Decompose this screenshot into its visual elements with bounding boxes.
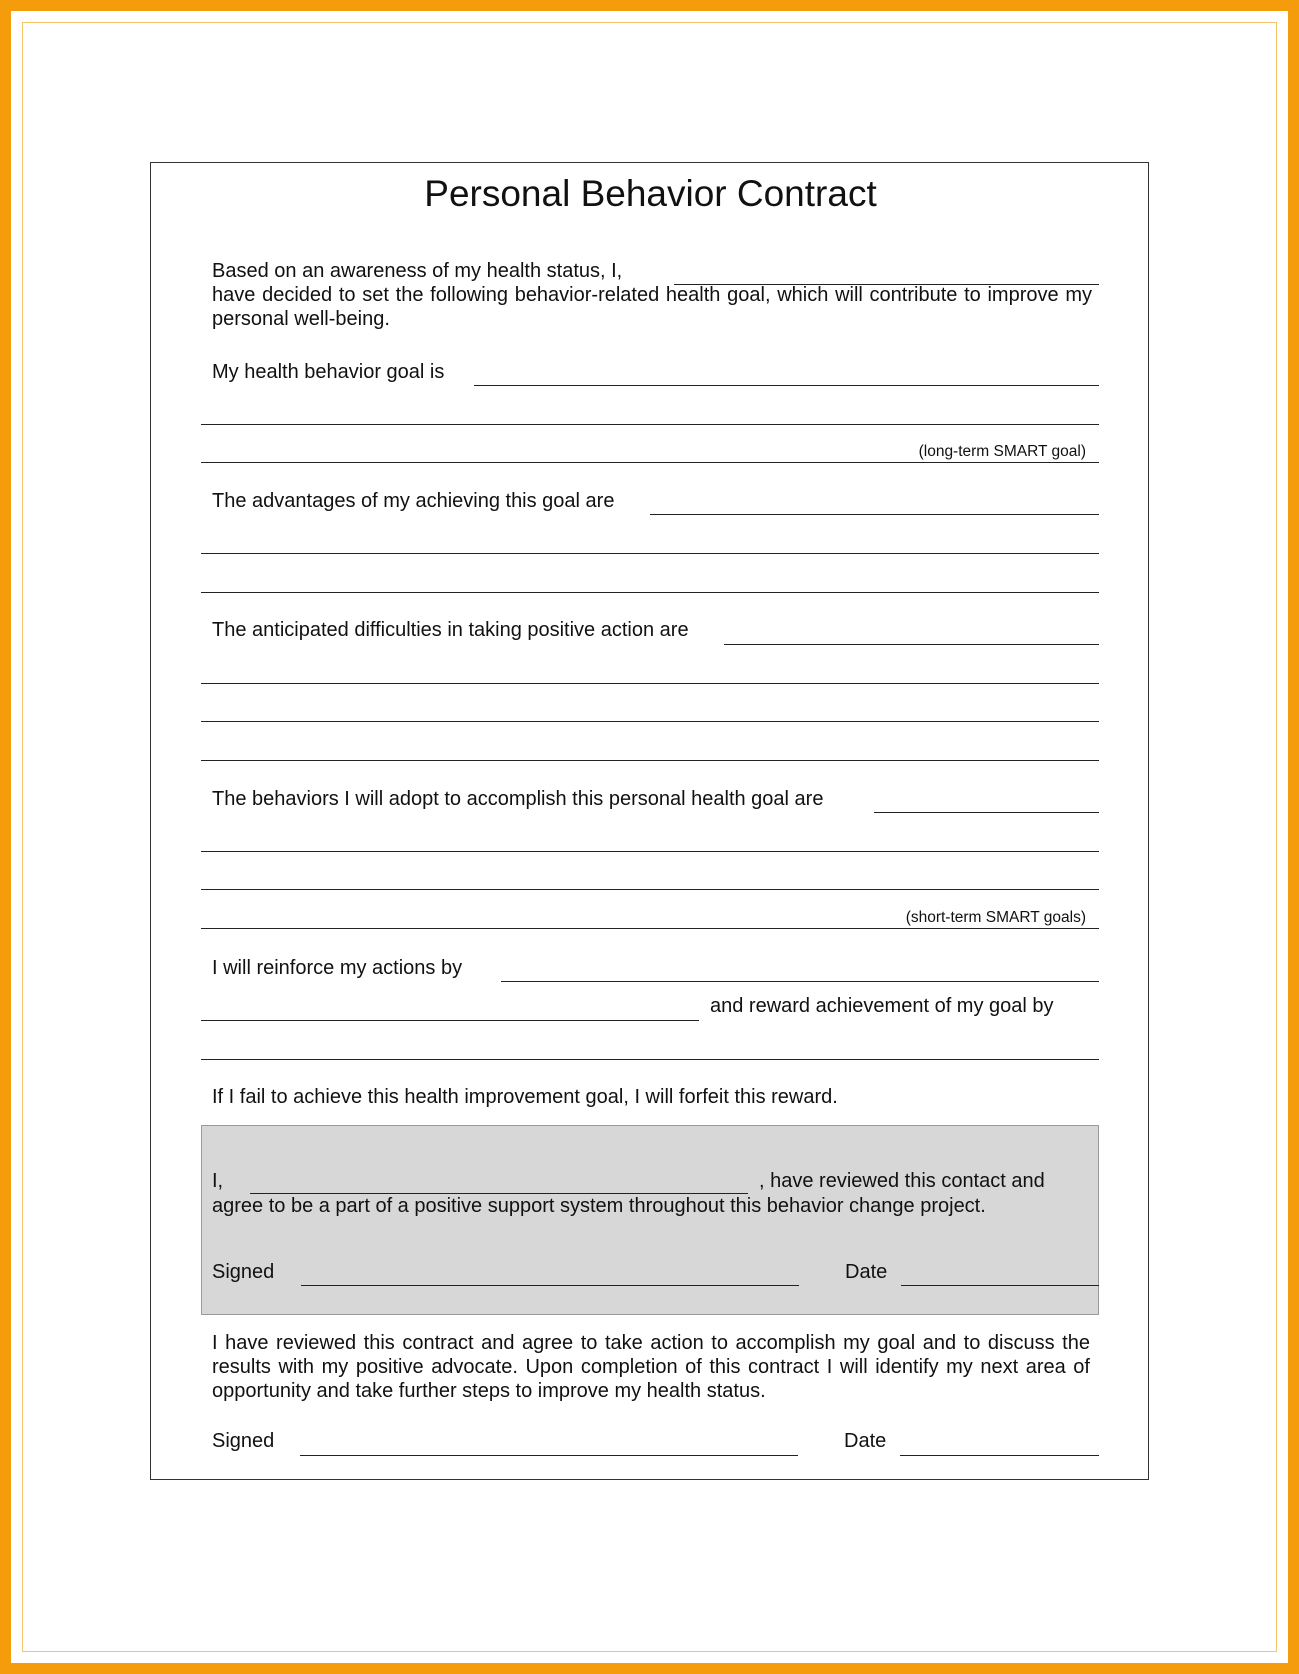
goal-blank-1[interactable] (474, 385, 1099, 386)
behaviors-blank-2[interactable] (201, 851, 1099, 852)
difficulties-label: The anticipated difficulties in taking positive action are (212, 619, 689, 641)
support-box (201, 1125, 1099, 1315)
advantages-blank-1[interactable] (650, 514, 1099, 515)
long-term-note: (long-term SMART goal) (918, 443, 1086, 460)
contract-title: Personal Behavior Contract (424, 173, 877, 214)
goal-blank-3[interactable] (201, 462, 1099, 463)
difficulties-blank-2[interactable] (201, 683, 1099, 684)
support-agree-text: agree to be a part of a positive support system throughout this behavior change project. (212, 1195, 986, 1217)
closing-signature-blank[interactable] (300, 1455, 798, 1456)
difficulties-blank-4[interactable] (201, 760, 1099, 761)
reward-label: and reward achievement of my goal by (710, 995, 1054, 1017)
support-signature-blank[interactable] (301, 1285, 799, 1286)
support-signed-label: Signed (212, 1261, 275, 1283)
short-term-note: (short-term SMART goals) (905, 909, 1086, 926)
closing-date-label: Date (844, 1430, 887, 1452)
advantages-label: The advantages of my achieving this goal are (212, 490, 615, 512)
goal-label: My health behavior goal is (212, 361, 445, 383)
advantages-blank-2[interactable] (201, 553, 1099, 554)
closing-signed-label: Signed (212, 1430, 275, 1452)
behaviors-label: The behaviors I will adopt to accomplish this personal health goal are (212, 788, 824, 810)
behaviors-blank-4[interactable] (201, 928, 1099, 929)
intro-paragraph: have decided to set the following behavior-related health goal, which will contribute to improve my personal well-being. (212, 284, 1092, 330)
behaviors-blank-3[interactable] (201, 889, 1099, 890)
support-date-blank[interactable] (901, 1285, 1099, 1286)
support-date-label: Date (845, 1261, 888, 1283)
support-reviewed-text: , have reviewed this contact and (759, 1170, 1045, 1192)
behaviors-blank-1[interactable] (874, 812, 1099, 813)
forfeit-text: If I fail to achieve this health improvement goal, I will forfeit this reward. (212, 1086, 838, 1108)
difficulties-blank-1[interactable] (724, 644, 1099, 645)
goal-blank-2[interactable] (201, 424, 1099, 425)
intro-line: Based on an awareness of my health status, I, (212, 260, 623, 282)
reward-blank-2[interactable] (201, 1059, 1099, 1060)
closing-date-blank[interactable] (900, 1455, 1099, 1456)
support-i-label: I, (212, 1170, 224, 1192)
closing-paragraph: I have reviewed this contract and agree to take action to accomplish my goal and to discuss the results with my positive advocate. Upon completion of this contract I will identify my next area of opportunity and take further steps to improve my health status. (212, 1332, 1090, 1402)
contract-sheet (150, 162, 1149, 1480)
difficulties-blank-3[interactable] (201, 721, 1099, 722)
reinforce-label: I will reinforce my actions by (212, 957, 463, 979)
advantages-blank-3[interactable] (201, 592, 1099, 593)
reinforce-blank[interactable] (501, 981, 1099, 982)
reward-blank-1[interactable] (201, 1020, 699, 1021)
